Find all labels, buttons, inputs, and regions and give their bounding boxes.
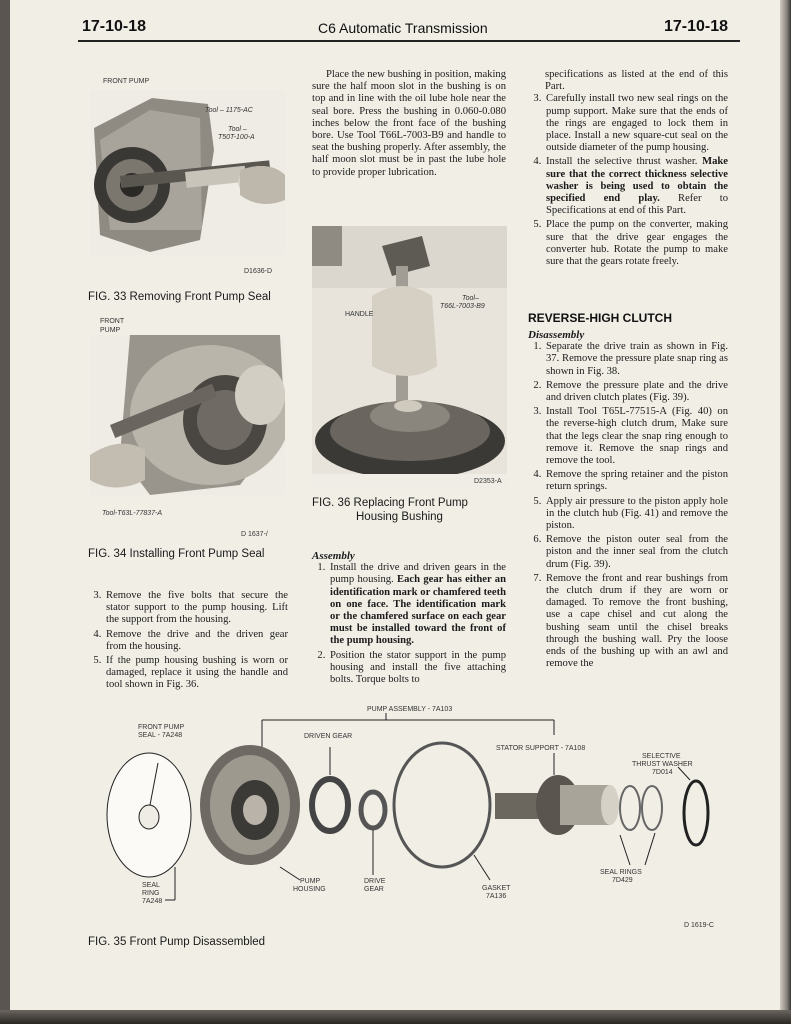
fig35-label-seal-ring-2: RING — [142, 890, 160, 897]
col1-step-3: 3. Remove the five bolts that secure the stator support to the pump housing. Lift the support from the housing. — [104, 590, 288, 627]
col3-step-5: 5. Place the pump on the converter, making sure that the drive gear engages the converter hub. Rotate the pump to make sure that the gears rotate freely. — [544, 219, 728, 268]
page-title: C6 Automatic Transmission — [318, 20, 488, 36]
fig35-caption: FIG. 35 Front Pump Disassembled — [88, 936, 266, 948]
header-rule — [78, 40, 740, 42]
fig35-label-washer: SELECTIVE — [642, 753, 681, 760]
fig33-label-tool1: Tool – 1175-AC — [205, 107, 253, 114]
col3-top — [528, 69, 728, 270]
fig35-label-pump-housing: PUMP — [300, 878, 321, 885]
fig36-label-handle: HANDLE — [345, 311, 374, 318]
fig35-label-seal-rings: SEAL RINGS — [600, 869, 642, 876]
fig36-photo — [312, 226, 507, 488]
assembly-step-1: 1. Install the drive and driven gears in the pump housing. Each gear has either an identification mark or chamfered teeth on one face. The identification mark or the chamfered surface on each gear must be installed toward the front of the pump housing. — [328, 562, 506, 647]
fig35-label-seal-rings-2: 7D429 — [612, 877, 633, 884]
fig35-label-drive-gear: DRIVE — [364, 878, 386, 885]
col1-step-5: 5. If the pump housing bushing is worn or damaged, replace it using the handle and tool shown in Fig. 36. — [104, 655, 288, 692]
disassembly-step-7: 7. Remove the front and rear bushings from the clutch drum if they are worn or damaged. To remove the front bushing, use a cape chisel and cut along the bushing seam until the chisel breaks through the bushing wall. Pry the loose ends of the bushing up with an awl and remove the — [544, 573, 728, 671]
fig33-photo — [90, 90, 285, 255]
page-number-left: 17-10-18 — [82, 18, 147, 35]
assembly-step-2: 2. Position the stator support in the pump housing and install the five attaching bolts. Torque bolts to — [328, 650, 506, 687]
fig36-label-tool: Tool– — [462, 295, 479, 302]
col1-steps — [88, 590, 288, 694]
fig36-code: D2353-A — [474, 478, 502, 485]
col2-paragraph — [312, 69, 506, 179]
fig35-label-seal-ring-3: 7A248 — [142, 898, 163, 905]
col3-step-4: 4. Install the selective thrust washer. Make sure that the correct thickness selective washer is being used to obtain the specified end play. Refer to Specifications at end of this Part. — [544, 156, 728, 217]
fig35-label-stator: STATOR SUPPORT - 7A108 — [496, 745, 586, 752]
disassembly-heading: Disassembly — [528, 329, 585, 341]
fig35-diagram — [90, 705, 740, 925]
col2-assembly — [312, 550, 506, 688]
fig35-label-seal-ring: SEAL — [142, 882, 160, 889]
col3-step-3: 3. Carefully install two new seal rings on the pump support. Make sure that the ends of the rings are engaged to lock them in place. Install a new square-cut seal on the outside diameter of the pump housing. — [544, 93, 728, 154]
fig36-caption-2: Housing Bushing — [356, 511, 443, 523]
disassembly-step-5: 5. Apply air pressure to the piston apply hole in the clutch hub (Fig. 41) and remove the piston. — [544, 496, 728, 533]
page-number-right: 17-10-18 — [664, 18, 729, 35]
page-edge-bottom — [0, 1010, 791, 1024]
fig33-label-front-pump: FRONT PUMP — [103, 78, 150, 85]
fig33-code: D1636-D — [244, 268, 273, 275]
fig33-label-tool2: Tool – — [228, 126, 247, 133]
fig35-label-front-seal: FRONT PUMP — [138, 724, 185, 731]
assembly-heading: Assembly — [312, 550, 355, 562]
fig35-label-front-seal-2: SEAL - 7A248 — [138, 732, 183, 739]
fig35-code: D 1619-C — [684, 922, 714, 929]
disassembly-step-2: 2. Remove the pressure plate and the drive and driven clutch plates (Fig. 39). — [544, 380, 728, 404]
fig35-label-pump-housing-2: HOUSING — [293, 886, 326, 893]
fig35-label-assembly: PUMP ASSEMBLY - 7A103 — [367, 706, 453, 713]
col1-step-4: 4. Remove the drive and the driven gear from the housing. — [104, 629, 288, 653]
fig34-photo — [90, 335, 285, 495]
fig35-label-washer-3: 7D014 — [652, 769, 673, 776]
section-heading-reverse-high-clutch: REVERSE-HIGH CLUTCH — [528, 311, 673, 325]
col3-disassembly — [528, 329, 728, 672]
disassembly-step-6: 6. Remove the piston outer seal from the piston and the inner seal from the clutch drum (Fig. 39). — [544, 534, 728, 571]
col3-continuation: specifications as listed at the end of this Part. — [545, 69, 728, 93]
col2-bushing-text: Place the new bushing in position, making sure the half moon slot in the bushing is on top and in line with the oil lube hole near the seal bore. Press the bushing in 0.060-0.080 inches below the front face of the bushing bore. Use Tool T66L-7003-B9 and handle to seat the bushing properly. After assembly, the half moon slot must be in past the lube hole to provide proper lubrication. — [312, 69, 506, 178]
fig34-code: D 1637-/ — [241, 531, 268, 538]
fig34-label-pump: PUMP — [100, 327, 121, 334]
fig33-caption: FIG. 33 Removing Front Pump Seal — [88, 291, 271, 303]
fig34-caption: FIG. 34 Installing Front Pump Seal — [88, 548, 265, 560]
fig36-label-tool2: T66L-7003-B9 — [440, 303, 485, 310]
fig34-label-tool: Tool-T63L-77837-A — [102, 510, 163, 517]
fig35-label-driven-gear: DRIVEN GEAR — [304, 733, 353, 740]
fig35-label-washer-2: THRUST WASHER — [632, 761, 693, 768]
disassembly-step-1: 1. Separate the drive train as shown in Fig. 37. Remove the pressure plate snap ring as shown in Fig. 38. — [544, 341, 728, 378]
disassembly-step-3: 3. Install Tool T65L-77515-A (Fig. 40) on the reverse-high clutch drum, Make sure that the legs clear the snap ring enough to remove it. Remove the snap rings and remove the tool. — [544, 406, 728, 467]
fig36-caption-1: FIG. 36 Replacing Front Pump — [312, 497, 468, 509]
page-edge-right — [780, 0, 791, 1024]
fig35-label-gasket-2: 7A136 — [486, 893, 507, 900]
fig35-label-drive-gear-2: GEAR — [364, 886, 384, 893]
fig35-label-gasket: GASKET — [482, 885, 511, 892]
disassembly-step-4: 4. Remove the spring retainer and the piston return springs. — [544, 469, 728, 493]
fig34-label-front: FRONT — [100, 318, 125, 325]
fig33-label-tool2b: T50T-100-A — [218, 134, 255, 141]
